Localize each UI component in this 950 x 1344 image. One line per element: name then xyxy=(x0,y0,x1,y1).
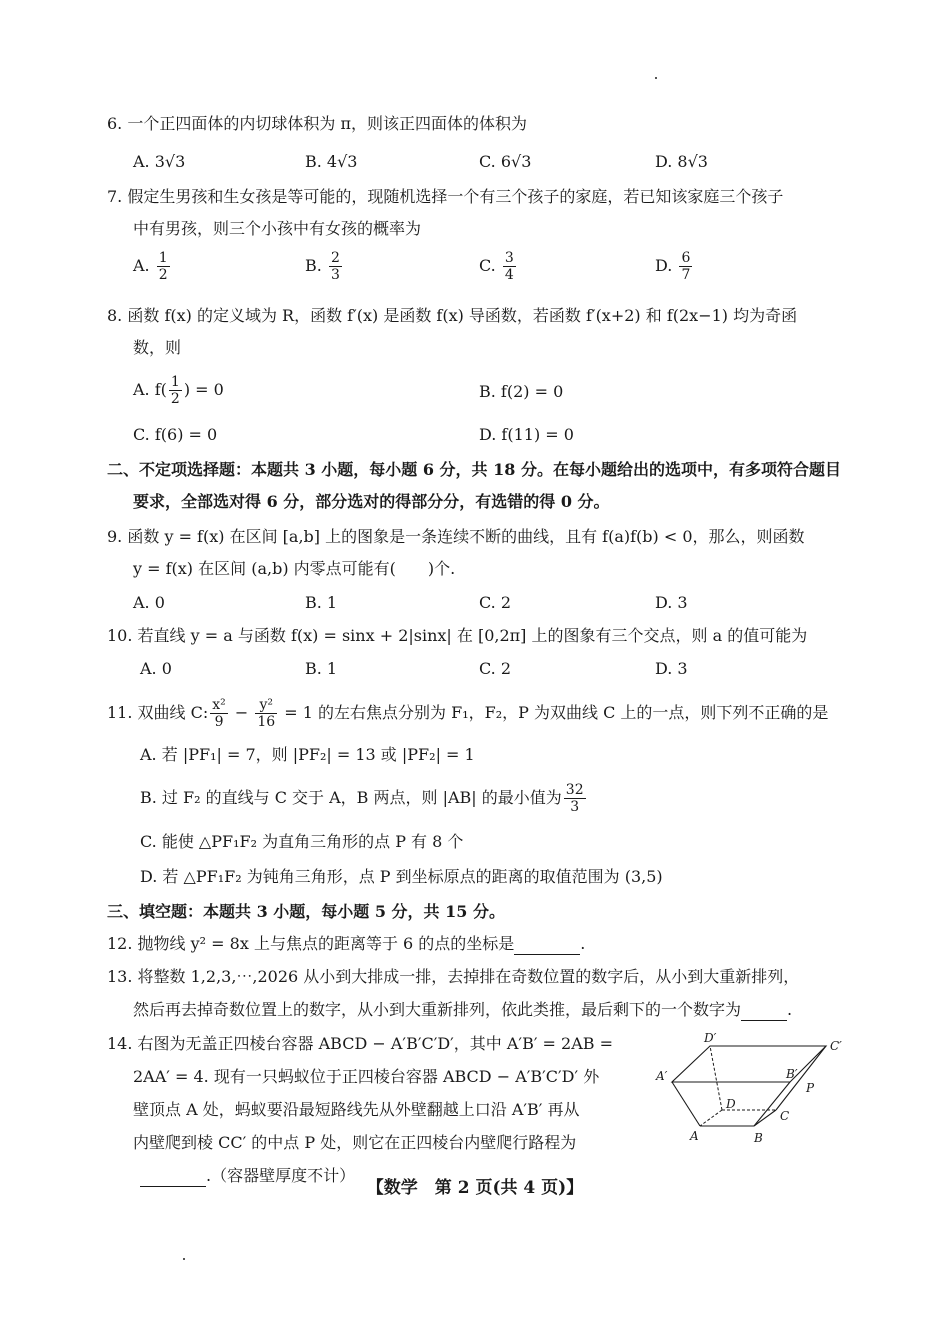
q7-option-a: A. $\frac{1}{2}$ xyxy=(133,250,168,283)
edge-aa xyxy=(672,1082,700,1126)
q6-option-a: A. 3√3 xyxy=(133,152,186,171)
q10-option-d: D. 3 xyxy=(655,659,688,678)
q9-option-c: C. 2 xyxy=(479,593,512,612)
q9-stem-line1: 9. 函数 y = f(x) 在区间 [a,b] 上的图象是一条连续不断的曲线，且有 f(a)f(b) < 0，那么，则函数 xyxy=(107,527,805,546)
q11-option-c: C. 能使 △PF₁F₂ 为直角三角形的点 P 有 8 个 xyxy=(140,832,464,851)
q10-option-c: C. 2 xyxy=(479,659,512,678)
frustum-figure xyxy=(640,1030,860,1150)
q8-option-d: D. f(11) = 0 xyxy=(479,425,574,444)
q7-stem-line2: 中有男孩，则三个小孩中有女孩的概率为 xyxy=(133,219,422,238)
q8-option-a: A. f( $\frac{1}{2}$ ) = 0 xyxy=(133,374,224,407)
q10-stem: 10. 若直线 y = a 与函数 f(x) = sinx + 2|sinx| 在 [0,2π] 上的图象有三个交点，则 a 的值可能为 xyxy=(107,626,808,645)
q7-option-b: B. $\frac{2}{3}$ xyxy=(305,250,340,283)
q7-stem-line1: 7. 假定生男孩和生女孩是等可能的，现随机选择一个有三个孩子的家庭，若已知该家庭三个孩子 xyxy=(107,187,784,206)
q8-option-c: C. f(6) = 0 xyxy=(133,425,218,444)
q11-option-d: D. 若 △PF₁F₂ 为钝角三角形，点 P 到坐标原点的距离的取值范围为 (3,5) xyxy=(140,867,663,886)
label-c: C xyxy=(780,1109,790,1123)
edge-dd xyxy=(710,1046,722,1110)
section2-heading-line1: 二、不定项选择题：本题共 3 小题，每小题 6 分，共 18 分。在每小题给出的选项中，有多项符合题目 xyxy=(107,460,841,479)
section2-heading-line2: 要求，全部选对得 6 分，部分选对的得部分分，有选错的得 0 分。 xyxy=(133,492,610,511)
q13-stem-line1: 13. 将整数 1,2,3,⋯,2026 从小到大排成一排，去掉排在奇数位置的数字后，从小到大重新排列， xyxy=(107,967,800,986)
label-d-prime: D′ xyxy=(704,1031,717,1045)
label-d: D xyxy=(726,1097,736,1111)
label-b-prime: B′ xyxy=(786,1067,798,1081)
q6-option-d: D. 8√3 xyxy=(655,152,708,171)
q12-stem: 12. 抛物线 y² = 8x 上与焦点的距离等于 6 的点的坐标是 . xyxy=(107,934,586,953)
q9-stem-line2: y = f(x) 在区间 (a,b) 内零点可能有( )个. xyxy=(133,559,456,578)
section3-heading: 三、填空题：本题共 3 小题，每小题 5 分，共 15 分。 xyxy=(107,902,505,921)
q14-text-line5: .（容器壁厚度不计） xyxy=(140,1166,355,1187)
q8-stem-line1: 8. 函数 f(x) 的定义域为 R，函数 f′(x) 是函数 f(x) 导函数，若函数 f′(x+2) 和 f(2x−1) 均为奇函 xyxy=(107,306,798,325)
scan-dot xyxy=(183,1258,185,1260)
q6-option-c: C. 6√3 xyxy=(479,152,532,171)
q9-option-d: D. 3 xyxy=(655,593,688,612)
q14-text-line2: 2AA′ = 4. 现有一只蚂蚁位于正四棱台容器 ABCD − A′B′C′D′ 外 xyxy=(133,1067,600,1086)
q6-stem: 6. 一个正四面体的内切球体积为 π，则该正四面体的体积为 xyxy=(107,114,527,133)
q14-text-line1: 14. 右图为无盖正四棱台容器 ABCD − A′B′C′D′，其中 A′B′ = 2AB = xyxy=(107,1034,614,1053)
page-footer: 【数学 第 2 页(共 4 页)】 xyxy=(366,1178,584,1198)
q11-option-a: A. 若 |PF₁| = 7，则 |PF₂| = 13 或 |PF₂| = 1 xyxy=(140,745,475,764)
q13-answer-blank[interactable] xyxy=(741,1000,787,1021)
q14-text-line3: 壁顶点 A 处，蚂蚁要沿最短路线先从外壁翻越上口沿 A′B′ 再从 xyxy=(133,1100,580,1119)
top-face xyxy=(672,1046,826,1082)
q7-option-c: C. $\frac{3}{4}$ xyxy=(479,250,514,283)
label-a-prime: A′ xyxy=(656,1069,668,1083)
q11-stem: 11. 双曲线 C: $\frac{\text{x²}}{9}$ − $\frac{\text{y²}}{16}$ = 1 的左右焦点分别为 F₁，F₂，P 为双曲线 C 上的一点，则下列不正确的是 xyxy=(107,697,829,730)
label-c-prime: C′ xyxy=(830,1039,842,1053)
q12-answer-blank[interactable] xyxy=(514,934,580,955)
q7-option-d: D. $\frac{6}{7}$ xyxy=(655,250,691,283)
q9-option-a: A. 0 xyxy=(133,593,165,612)
q8-stem-line2: 数，则 xyxy=(133,338,182,357)
q14-text-line4: 内壁爬到棱 CC′ 的中点 P 处，则它在正四棱台内壁爬行路程为 xyxy=(133,1133,577,1152)
edge-ad xyxy=(700,1110,722,1126)
label-p: P xyxy=(806,1081,815,1095)
edge-cc xyxy=(776,1046,826,1110)
q11-option-b: B. 过 F₂ 的直线与 C 交于 A，B 两点，则 |AB| 的最小值为 $\frac{32}{3}$ xyxy=(140,782,584,815)
q13-stem-line2: 然后再去掉奇数位置上的数字，从小到大重新排列，依此类推，最后剩下的一个数字为 . xyxy=(133,1000,793,1019)
label-b: B xyxy=(754,1131,763,1145)
q9-option-b: B. 1 xyxy=(305,593,338,612)
q8-option-b: B. f(2) = 0 xyxy=(479,382,564,401)
q6-option-b: B. 4√3 xyxy=(305,152,358,171)
q10-option-a: A. 0 xyxy=(140,659,172,678)
q10-option-b: B. 1 xyxy=(305,659,338,678)
scan-dot xyxy=(655,77,657,79)
label-a: A xyxy=(690,1129,699,1143)
